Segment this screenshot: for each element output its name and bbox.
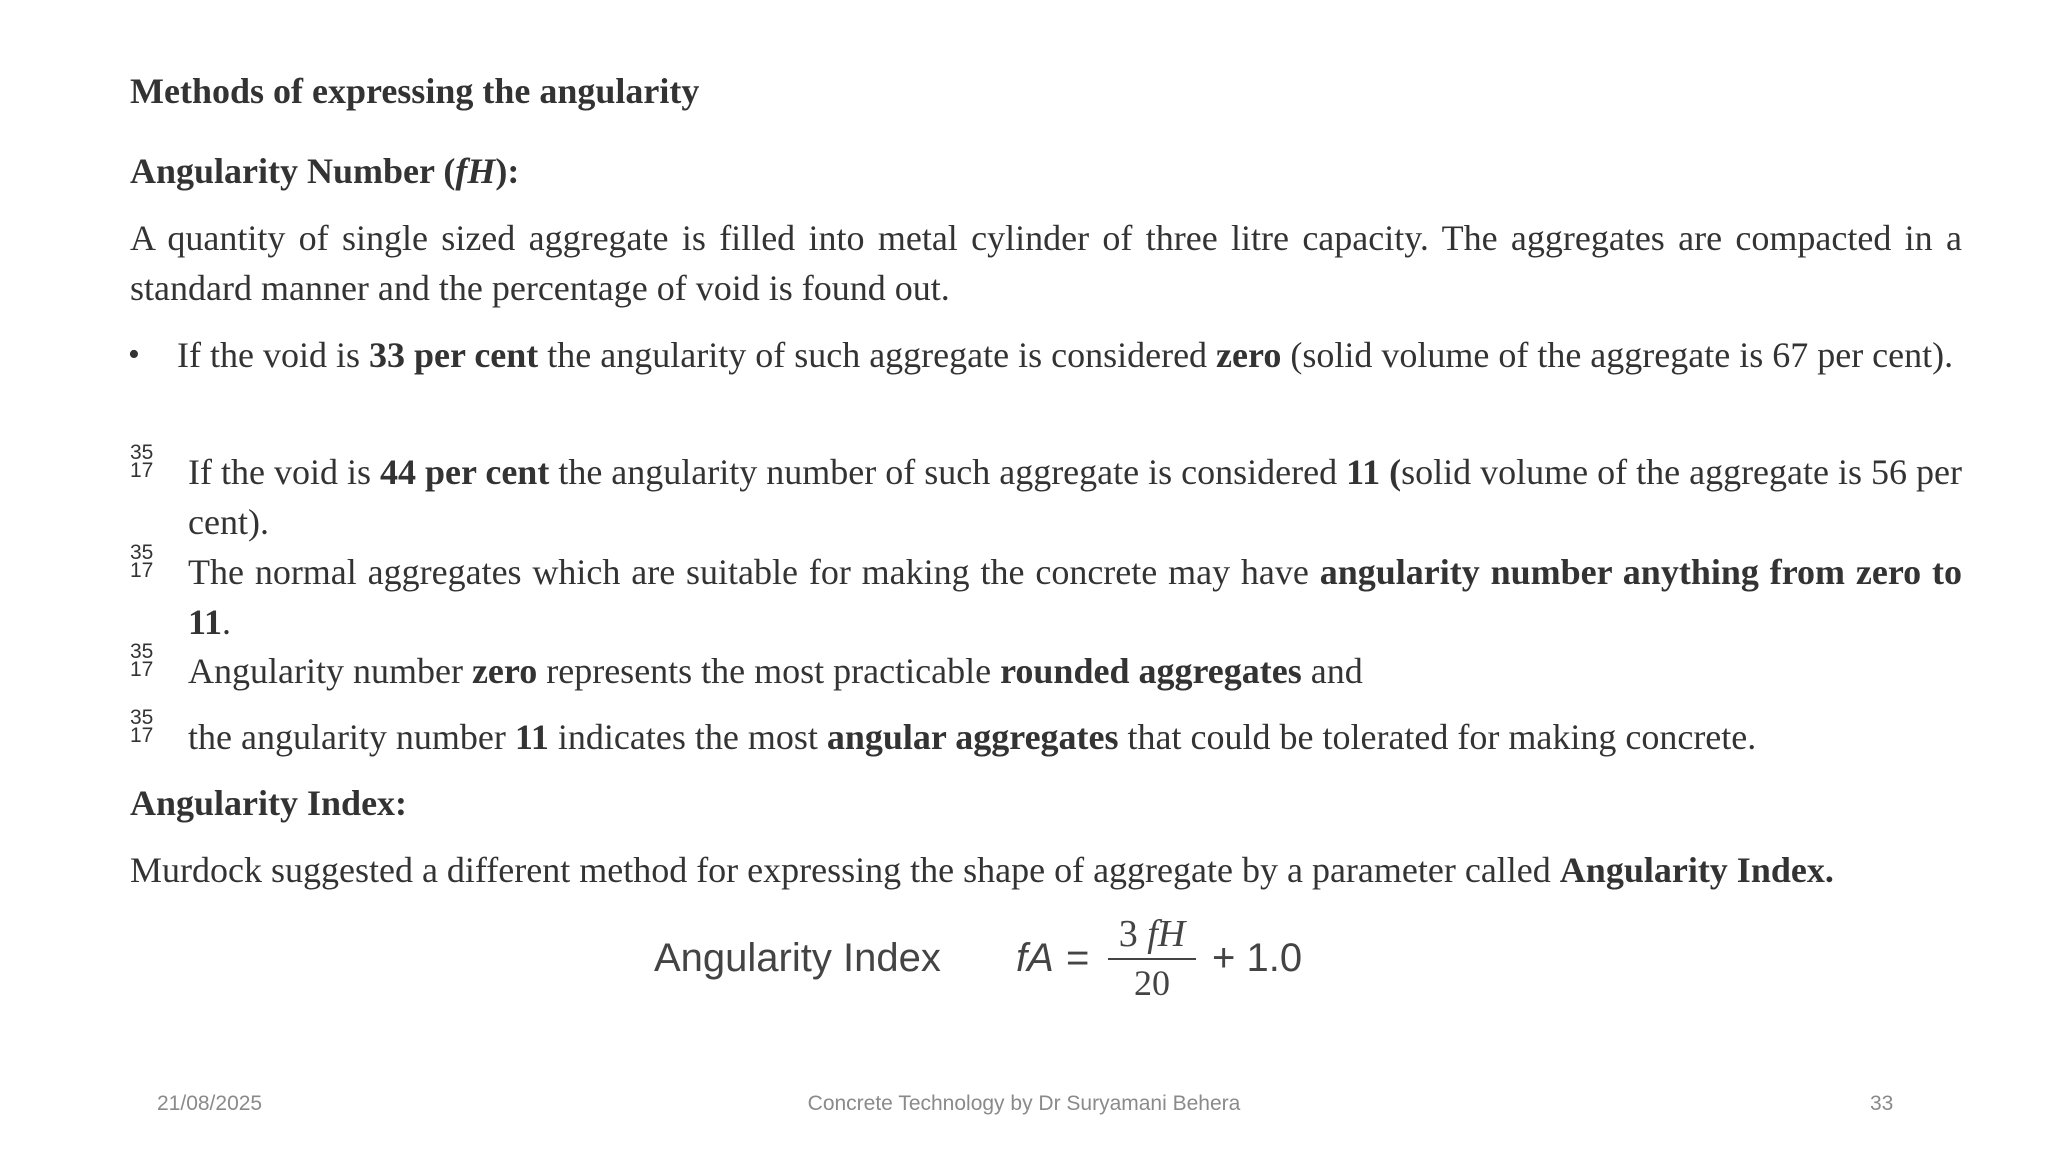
marker-bottom: 17: [130, 724, 154, 747]
formula-fraction: [1106, 912, 1198, 1004]
slide-number: 33: [1870, 1092, 1894, 1115]
subheading-angularity-number: [130, 146, 519, 196]
subheading-post: ):: [495, 151, 520, 191]
bold-text: zero: [1216, 335, 1282, 375]
subheading-pre: Angularity Number (: [130, 151, 456, 191]
bold-text: Angularity Index.: [1559, 850, 1834, 890]
section-heading: Methods of expressing the angularity: [130, 71, 700, 111]
bullet-zero-rounded: [188, 646, 1962, 696]
text: the angularity of such aggregate is considered: [538, 335, 1217, 375]
formula-equals: =: [1066, 936, 1090, 980]
numerator-coefficient: 3: [1118, 913, 1148, 955]
bullet-marker-glyph: [130, 706, 154, 747]
text: indicates the most: [548, 717, 827, 757]
marker-bottom: 17: [130, 559, 154, 582]
formula-numerator: [1106, 912, 1198, 956]
marker-top: 35: [130, 541, 154, 564]
marker-top: 35: [130, 706, 154, 729]
marker-bottom: 17: [130, 459, 154, 482]
text: the angularity number of such aggregate is considered: [549, 452, 1347, 492]
paragraph-procedure: A quantity of single sized aggregate is filled into metal cylinder of three litre capacity. The aggregates are compacted in a standard manner and the percentage of void is found out.: [130, 218, 1962, 308]
bold-text: 11: [514, 717, 549, 757]
footer-title: Concrete Technology by Dr Suryamani Behera: [807, 1092, 1241, 1115]
bold-text: 11 (: [1346, 452, 1402, 492]
bullet-void-44: [188, 447, 1962, 547]
text: the angularity number: [188, 717, 515, 757]
subheading-angularity-index: Angularity Index:: [130, 783, 408, 823]
text: (solid volume of the aggregate is 67 per cent).: [1281, 335, 1954, 375]
text: that could be tolerated for making concrete.: [1118, 717, 1757, 757]
bullet-marker-glyph: [130, 441, 154, 482]
bullet-void-33: [177, 330, 1962, 380]
formula-lhs: fA: [1016, 936, 1054, 980]
bold-text: angular aggregates: [826, 717, 1119, 757]
subheading-symbol: fH: [455, 151, 496, 191]
paragraph-murdock: [130, 845, 1962, 895]
text: .: [222, 602, 232, 642]
bullet-dot: •: [128, 336, 140, 373]
formula-denominator: 20: [1134, 963, 1170, 1003]
bold-text: rounded aggregates: [1000, 651, 1302, 691]
bold-text: 44 per cent: [380, 452, 550, 492]
bullet-eleven-angular: [188, 712, 1962, 762]
text: represents the most practicable: [537, 651, 1001, 691]
text: and: [1301, 651, 1363, 691]
bullet-marker-glyph: [130, 541, 154, 582]
text: If the void is: [177, 335, 369, 375]
formula-tail: + 1.0: [1212, 936, 1303, 980]
footer-date: 21/08/2025: [157, 1092, 263, 1115]
bold-text: 33 per cent: [368, 335, 539, 375]
marker-top: 35: [130, 640, 154, 663]
text: Angularity number: [188, 651, 472, 691]
bold-text: zero: [471, 651, 538, 691]
numerator-variable: fH: [1147, 913, 1186, 955]
text: Murdock suggested a different method for expressing the shape of aggregate by a parameter called: [130, 850, 1560, 890]
marker-top: 35: [130, 441, 154, 464]
text: The normal aggregates which are suitable for making the concrete may have: [188, 552, 1320, 592]
text: If the void is: [188, 452, 380, 492]
bullet-marker-glyph: [130, 640, 154, 681]
bold-text: angularity number anything from zero to 11: [188, 552, 1962, 642]
text: solid volume of the aggregate is 56 per cent).: [188, 452, 1962, 542]
fraction-bar: [1108, 958, 1196, 960]
marker-bottom: 17: [130, 658, 154, 681]
formula-label: Angularity Index: [654, 936, 941, 980]
bullet-normal-range: [188, 547, 1962, 647]
